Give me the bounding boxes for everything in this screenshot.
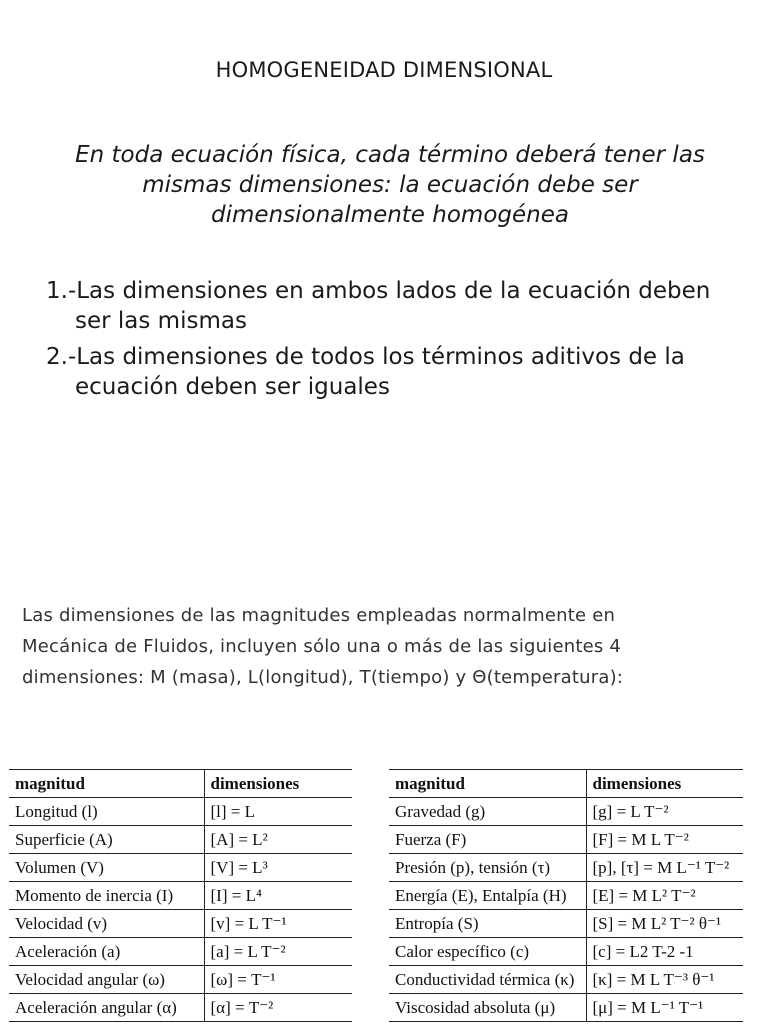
dimensions-paragraph: Las dimensiones de las magnitudes empleadas normalmente en Mecánica de Fluidos, incluyen sólo una o más de las siguientes 4 dimensiones: M (masa), L(longitud), T(tiempo) y Θ(temperatura):: [22, 605, 624, 688]
dimension-cell: [F] = M L T⁻²: [586, 826, 743, 854]
magnitude-cell: Conductividad térmica (κ): [389, 966, 586, 994]
principle-statement: En toda ecuación física, cada término deberá tener las mismas dimensiones: la ecuación debe ser dimensionalmente homogénea: [75, 142, 705, 228]
magnitude-cell: Entropía (S): [389, 910, 586, 938]
magnitude-cell: Volumen (V): [9, 854, 204, 882]
dimension-cell: [v] = L T⁻¹: [204, 910, 352, 938]
column-header-dimensiones: dimensiones: [204, 770, 352, 798]
table-row: [389, 966, 743, 994]
dimension-cell: [E] = M L² T⁻²: [586, 882, 743, 910]
magnitude-cell: Gravedad (g): [389, 798, 586, 826]
table-row: [9, 910, 352, 938]
dimension-cell: [α] = T⁻²: [204, 994, 352, 1022]
column-header-magnitud: magnitud: [9, 770, 204, 798]
table-row: [389, 994, 743, 1022]
table-header-row: [9, 770, 352, 798]
table-row: [9, 938, 352, 966]
table-row: [389, 854, 743, 882]
rules-list: [46, 276, 736, 408]
dimensions-table-right: [389, 769, 743, 1022]
dimension-cell: [g] = L T⁻²: [586, 798, 743, 826]
dimension-cell: [ω] = T⁻¹: [204, 966, 352, 994]
dimension-cell: [p], [τ] = M L⁻¹ T⁻²: [586, 854, 743, 882]
magnitude-cell: Momento de inercia (I): [9, 882, 204, 910]
dimension-cell: [μ] = M L⁻¹ T⁻¹: [586, 994, 743, 1022]
dimension-cell: [κ] = M L T⁻³ θ⁻¹: [586, 966, 743, 994]
dimension-cell: [I] = L⁴: [204, 882, 352, 910]
rule-item: 2.-Las dimensiones de todos los términos aditivos de la ecuación deben ser iguales: [46, 344, 685, 400]
table-row: [9, 798, 352, 826]
magnitude-cell: Fuerza (F): [389, 826, 586, 854]
magnitude-cell: Superficie (A): [9, 826, 204, 854]
magnitude-cell: Aceleración (a): [9, 938, 204, 966]
table-row: [9, 882, 352, 910]
column-header-dimensiones: dimensiones: [586, 770, 743, 798]
magnitude-cell: Longitud (l): [9, 798, 204, 826]
magnitude-cell: Velocidad angular (ω): [9, 966, 204, 994]
table-row: [389, 910, 743, 938]
magnitude-cell: Energía (E), Entalpía (H): [389, 882, 586, 910]
column-header-magnitud: magnitud: [389, 770, 586, 798]
table-row: [389, 826, 743, 854]
dimension-cell: [l] = L: [204, 798, 352, 826]
dimension-cell: [A] = L²: [204, 826, 352, 854]
page-title: HOMOGENEIDAD DIMENSIONAL: [215, 58, 553, 82]
magnitude-cell: Calor específico (c): [389, 938, 586, 966]
dimension-cell: [a] = L T⁻²: [204, 938, 352, 966]
dimension-cell: [S] = M L² T⁻² θ⁻¹: [586, 910, 743, 938]
magnitude-cell: Aceleración angular (α): [9, 994, 204, 1022]
table-header-row: [389, 770, 743, 798]
magnitude-cell: Presión (p), tensión (τ): [389, 854, 586, 882]
table-row: [9, 826, 352, 854]
table-row: [389, 798, 743, 826]
dimension-cell: [c] = L2 T-2 -1: [586, 938, 743, 966]
table-row: [9, 994, 352, 1022]
table-row: [9, 966, 352, 994]
rule-item: 1.-Las dimensiones en ambos lados de la ecuación deben ser las mismas: [46, 278, 711, 334]
magnitude-cell: Velocidad (v): [9, 910, 204, 938]
table-row: [389, 938, 743, 966]
table-row: [389, 882, 743, 910]
table-row: [9, 854, 352, 882]
dimensions-table-left: [9, 769, 352, 1022]
dimension-cell: [V] = L³: [204, 854, 352, 882]
magnitude-cell: Viscosidad absoluta (μ): [389, 994, 586, 1022]
